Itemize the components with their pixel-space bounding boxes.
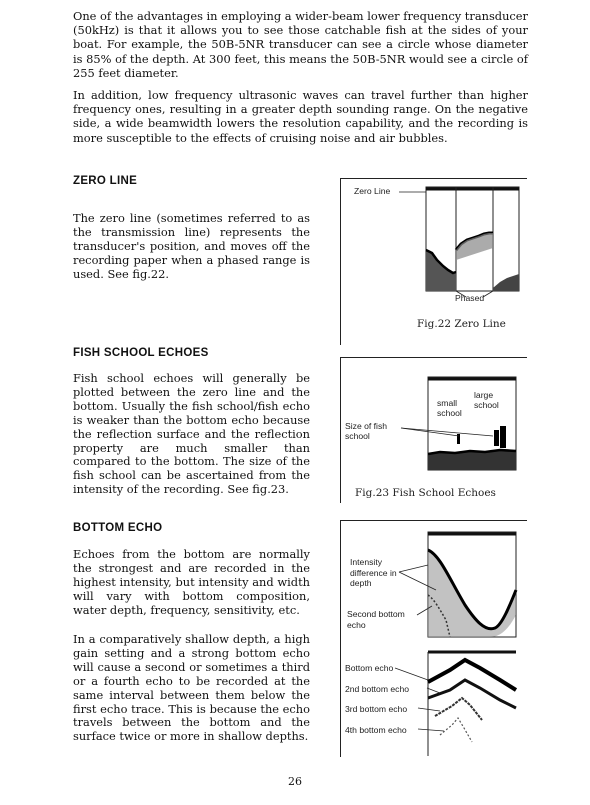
fig22-zero-line-label: Zero Line bbox=[354, 186, 391, 196]
fig23-caption: Fig.23 Fish School Echoes bbox=[355, 487, 496, 499]
fig22-caption: Fig.22 Zero Line bbox=[417, 318, 506, 330]
intro-paragraph-2: In addition, low frequency ultrasonic waves can travel further than higher frequency ones, resulting in a greater depth sounding range. On the negative side, a wide beamwidth lowers the resolution capability, and the recording is more susceptible to the effects of cruising noise and air bubbles. bbox=[73, 88, 528, 145]
page-number: 26 bbox=[288, 775, 302, 788]
fig24-recording bbox=[340, 520, 530, 760]
zero-line-heading: ZERO LINE bbox=[73, 175, 138, 187]
fig24-second-bottom-label: Second bottom echo bbox=[347, 609, 405, 630]
fig24-3rd-bottom-echo-label: 3rd bottom echo bbox=[345, 704, 408, 714]
intro-paragraph-1: One of the advantages in employing a wider-beam lower frequency transducer (50kHz) is that it allows you to see those catchable fish at the sides of your boat. For example, the 50B-5NR transducer can see a circle whose diameter is 85% of the depth. At 300 feet, this means the 50B-5NR would see a circle of 255 feet diameter. bbox=[73, 9, 528, 80]
fig23-size-label: Size of fish school bbox=[345, 421, 388, 441]
bottom-echo-text-1: Echoes from the bottom are normally the strongest and are recorded in the highest intensity, but intensity and width will vary with bottom composition, water depth, frequency, sensitivity, etc. bbox=[73, 547, 310, 617]
fig22-phased-label: Phased bbox=[455, 293, 485, 303]
fish-school-heading: FISH SCHOOL ECHOES bbox=[73, 347, 209, 359]
fig24-intensity-label: Intensity difference in depth bbox=[350, 557, 397, 588]
fig23-small-school-label: small school bbox=[437, 398, 462, 418]
zero-line-text: The zero line (sometimes referred to as the transmission line) represents the transducer's position, and moves off the recording paper when a phased range is used. See fig.22. bbox=[73, 211, 310, 281]
fish-school-text: Fish school echoes will generally be plotted between the zero line and the bottom. Usually the fish school/fish echo is weaker than the bottom echo because the reflection surface and the reflection property are much smaller than compared to the bottom. The size of the fish school can be ascertained from the intensity of the recording. See fig.23. bbox=[73, 371, 310, 497]
fig24-bottom-echo-label: Bottom echo bbox=[345, 663, 394, 673]
fig24-4th-bottom-echo-label: 4th bottom echo bbox=[345, 725, 407, 735]
fig24-2nd-bottom-echo-label: 2nd bottom echo bbox=[345, 684, 410, 694]
bottom-echo-heading: BOTTOM ECHO bbox=[73, 522, 163, 534]
bottom-echo-text-2: In a comparatively shallow depth, a high gain setting and a strong bottom echo will cause a second or sometimes a third or a fourth echo to be recorded at the same interval between them below the first echo trace. This is because the echo travels between the bottom and the surface twice or more in shallow depths. bbox=[73, 632, 310, 744]
fig23-large-school-label: large school bbox=[474, 390, 499, 410]
